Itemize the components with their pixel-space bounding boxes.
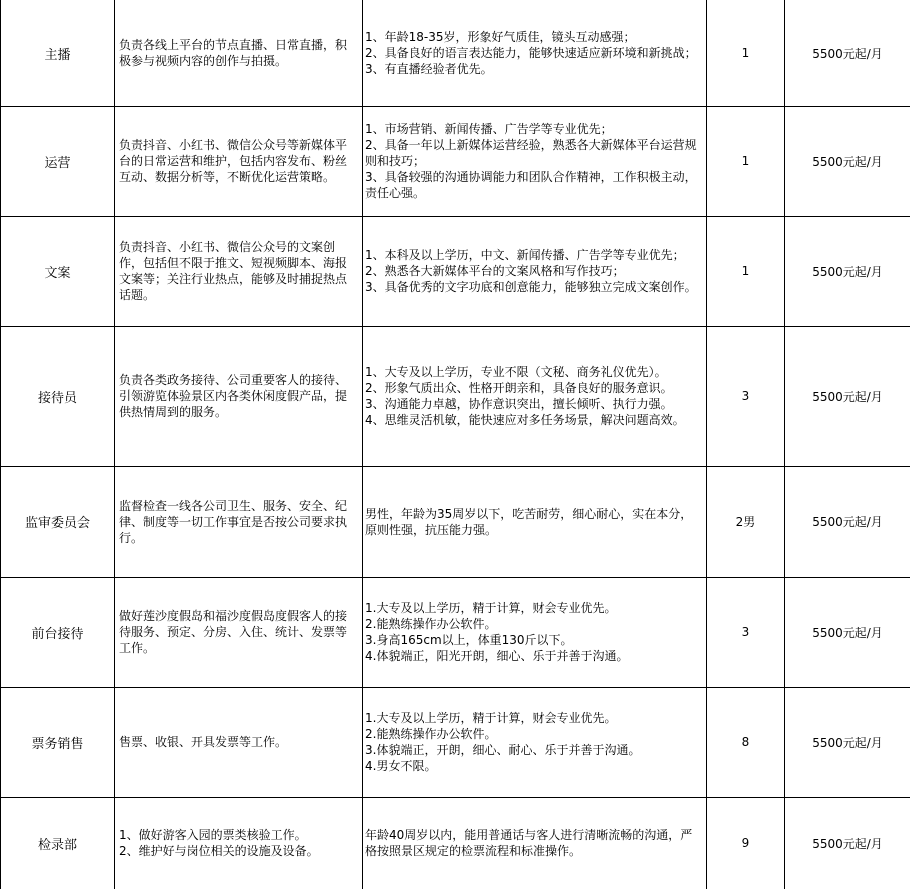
position-requirements xyxy=(363,326,707,466)
position-title: 监审委员会 xyxy=(1,466,115,577)
position-title: 票务销售 xyxy=(1,687,115,797)
requirements-text: 1.大专及以上学历，精于计算，财会专业优先。 2.能熟练操作办公软件。 3.体貌端正，开朗，细心、耐心、乐于并善于沟通。 4.男女不限。 xyxy=(365,711,641,773)
duties-text: 负责抖音、小红书、微信公众号等新媒体平台的日常运营和维护，包括内容发布、粉丝互动、数据分析等，不断优化运营策略。 xyxy=(119,138,348,184)
salary: 5500元起/月 xyxy=(785,106,910,216)
position-requirements xyxy=(363,0,707,106)
headcount: 3 xyxy=(707,577,785,687)
headcount: 3 xyxy=(707,326,785,466)
duties-text: 负责各线上平台的节点直播、日常直播，积极参与视频内容的创作与拍摄。 xyxy=(119,38,348,68)
position-title: 文案 xyxy=(1,216,115,326)
position-duties xyxy=(115,326,363,466)
table-row xyxy=(1,0,910,106)
table-row xyxy=(1,216,910,326)
position-title: 运营 xyxy=(1,106,115,216)
salary: 5500元起/月 xyxy=(785,797,910,889)
headcount: 8 xyxy=(707,687,785,797)
requirements-text: 1、大专及以上学历，专业不限（文秘、商务礼仪优先）。 2、形象气质出众、性格开朗亲和，具备良好的服务意识。 3、沟通能力卓越，协作意识突出，擅长倾听、执行力强。 4、思维灵活机敏，能快速应对多任务场景，解决问题高效。 xyxy=(365,365,685,427)
requirements-text: 年龄40周岁以内，能用普通话与客人进行清晰流畅的沟通，严格按照景区规定的检票流程和标准操作。 xyxy=(365,828,693,858)
position-title: 接待员 xyxy=(1,326,115,466)
salary: 5500元起/月 xyxy=(785,466,910,577)
headcount: 1 xyxy=(707,0,785,106)
requirements-text: 1、本科及以上学历，中文、新闻传播、广告学等专业优先； 2、熟悉各大新媒体平台的文案风格和写作技巧； 3、具备优秀的文字功底和创意能力，能够独立完成文案创作。 xyxy=(365,248,697,294)
salary: 5500元起/月 xyxy=(785,216,910,326)
position-duties xyxy=(115,797,363,889)
duties-text: 1、做好游客入园的票类核验工作。 2、维护好与岗位相关的设施及设备。 xyxy=(119,828,319,858)
duties-text: 做好莲沙度假岛和福沙度假岛度假客人的接待服务、预定、分房、入住、统计、发票等工作。 xyxy=(119,609,348,655)
requirements-text: 1.大专及以上学历，精于计算，财会专业优先。 2.能熟练操作办公软件。 3.身高165cm以上，体重130斤以下。 4.体貌端正，阳光开朗，细心、乐于并善于沟通。 xyxy=(365,601,629,663)
headcount: 1 xyxy=(707,106,785,216)
position-title: 主播 xyxy=(1,0,115,106)
headcount: 2男 xyxy=(707,466,785,577)
position-requirements xyxy=(363,797,707,889)
requirements-text: 男性，年龄为35周岁以下，吃苦耐劳，细心耐心，实在本分，原则性强，抗压能力强。 xyxy=(365,506,693,537)
position-duties xyxy=(115,0,363,106)
duties-text: 售票、收银、开具发票等工作。 xyxy=(119,735,288,749)
duties-text: 负责抖音、小红书、微信公众号的文案创作，包括但不限于推文、短视频脚本、海报文案等；关注行业热点，能够及时捕捉热点话题。 xyxy=(119,240,348,302)
position-duties xyxy=(115,577,363,687)
table-row xyxy=(1,106,910,216)
position-requirements xyxy=(363,687,707,797)
table-row xyxy=(1,577,910,687)
salary: 5500元起/月 xyxy=(785,0,910,106)
salary: 5500元起/月 xyxy=(785,326,910,466)
requirements-text: 1、年龄18-35岁，形象好气质佳，镜头互动感强； 2、具备良好的语言表达能力，能够快速适应新环境和新挑战； 3、有直播经验者优先。 xyxy=(365,30,697,76)
position-title: 检录部 xyxy=(1,797,115,889)
headcount: 9 xyxy=(707,797,785,889)
position-requirements xyxy=(363,106,707,216)
requirements-text: 1、市场营销、新闻传播、广告学等专业优先； 2、具备一年以上新媒体运营经验，熟悉各大新媒体平台运营规则和技巧； 3、具备较强的沟通协调能力和团队合作精神，工作积极主动，责任心强。 xyxy=(365,122,697,200)
position-duties xyxy=(115,216,363,326)
position-duties xyxy=(115,687,363,797)
duties-text: 监督检查一线各公司卫生、服务、安全、纪律、制度等一切工作事宜是否按公司要求执行。 xyxy=(119,498,348,545)
position-title: 前台接待 xyxy=(1,577,115,687)
position-requirements xyxy=(363,577,707,687)
duties-text: 负责各类政务接待、公司重要客人的接待、引领游览体验景区内各类休闲度假产品，提供热情周到的服务。 xyxy=(119,373,348,419)
salary: 5500元起/月 xyxy=(785,687,910,797)
position-requirements xyxy=(363,466,707,577)
position-duties xyxy=(115,106,363,216)
position-requirements xyxy=(363,216,707,326)
table-row xyxy=(1,687,910,797)
table-row xyxy=(1,797,910,889)
table-row xyxy=(1,326,910,466)
salary: 5500元起/月 xyxy=(785,577,910,687)
headcount: 1 xyxy=(707,216,785,326)
position-duties xyxy=(115,466,363,577)
table-row xyxy=(1,466,910,577)
